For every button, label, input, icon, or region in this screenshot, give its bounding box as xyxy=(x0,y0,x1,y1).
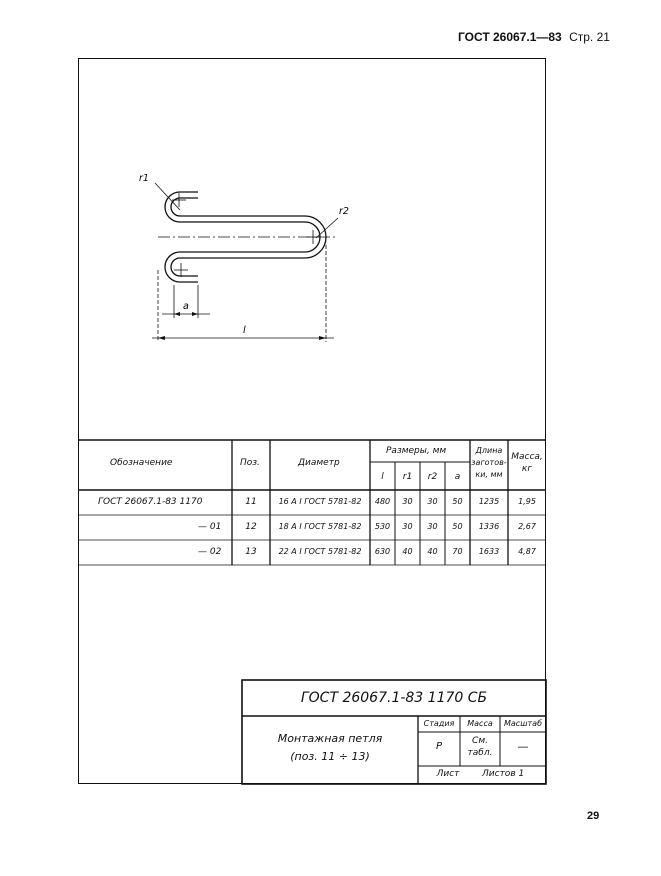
header-mass-2: кг xyxy=(521,464,533,474)
row2-diameter: 18 А I ГОСТ 5781-82 xyxy=(278,522,362,531)
title-block-name-line1: Монтажная петля xyxy=(277,732,383,745)
stage-value: Р xyxy=(435,741,443,752)
row2-l: 530 xyxy=(374,522,391,531)
row2-r2: 30 xyxy=(427,522,438,531)
header-r2: r2 xyxy=(427,472,438,482)
header-length-1: Длина xyxy=(475,446,503,455)
sheet-label: Лист xyxy=(436,769,460,779)
sheets-label: Листов 1 xyxy=(482,769,525,779)
header-diameter: Диаметр xyxy=(298,458,340,468)
r2-label: r2 xyxy=(339,206,349,217)
standard-number: ГОСТ 26067.1—83 xyxy=(458,30,562,44)
scale-label: Масштаб xyxy=(503,719,543,728)
mass-value-line2: табл. xyxy=(467,748,493,758)
row2-pos: 12 xyxy=(245,522,257,532)
header-designation: Обозначение xyxy=(110,458,173,468)
row3-diameter: 22 А I ГОСТ 5781-82 xyxy=(278,547,362,556)
header-pos: Поз. xyxy=(240,458,260,468)
row1-diameter: 16 А I ГОСТ 5781-82 xyxy=(278,497,362,506)
row3-pos: 13 xyxy=(245,547,257,557)
row1-length: 1235 xyxy=(478,497,500,506)
header-length-3: ки, мм xyxy=(475,470,503,479)
row3-l: 630 xyxy=(374,547,391,556)
row1-l: 480 xyxy=(374,497,391,506)
row2-length: 1336 xyxy=(478,522,500,531)
mass-label: Масса xyxy=(467,719,493,728)
header-mass-1: Масса, xyxy=(511,452,543,462)
header-r1: r1 xyxy=(402,472,413,482)
scale-value: — xyxy=(517,740,529,753)
row1-a: 50 xyxy=(452,497,463,506)
row3-r2: 40 xyxy=(427,547,438,556)
header-a: a xyxy=(454,472,461,482)
row3-a: 70 xyxy=(452,547,463,556)
title-block-code: ГОСТ 26067.1-83 1170 СБ xyxy=(300,690,488,706)
header-sizes: Размеры, мм xyxy=(386,446,447,456)
stage-label: Стадия xyxy=(423,719,455,728)
row3-designation: — 02 xyxy=(198,547,222,557)
page-number: 29 xyxy=(587,810,600,822)
row2-mass: 2,67 xyxy=(518,522,536,531)
title-block-name-line2: (поз. 11 ÷ 13) xyxy=(290,750,370,763)
page-label: Стр. 21 xyxy=(569,30,610,44)
row1-designation: ГОСТ 26067.1-83 1170 xyxy=(98,497,203,507)
row1-r1: 30 xyxy=(402,497,413,506)
a-dimension-label: a xyxy=(183,301,189,312)
row3-length: 1633 xyxy=(478,547,500,556)
header-l: l xyxy=(381,472,384,482)
r1-label: r1 xyxy=(139,173,149,184)
l-dimension-label: l xyxy=(243,325,246,336)
row1-mass: 1,95 xyxy=(518,497,536,506)
row1-r2: 30 xyxy=(427,497,438,506)
row2-designation: — 01 xyxy=(198,522,222,532)
row2-a: 50 xyxy=(452,522,463,531)
row1-pos: 11 xyxy=(245,497,257,507)
header-length-2: заготов- xyxy=(471,458,507,467)
row3-r1: 40 xyxy=(402,547,413,556)
row3-mass: 4,87 xyxy=(518,547,536,556)
row2-r1: 30 xyxy=(402,522,413,531)
mass-value-line1: См. xyxy=(472,736,488,746)
